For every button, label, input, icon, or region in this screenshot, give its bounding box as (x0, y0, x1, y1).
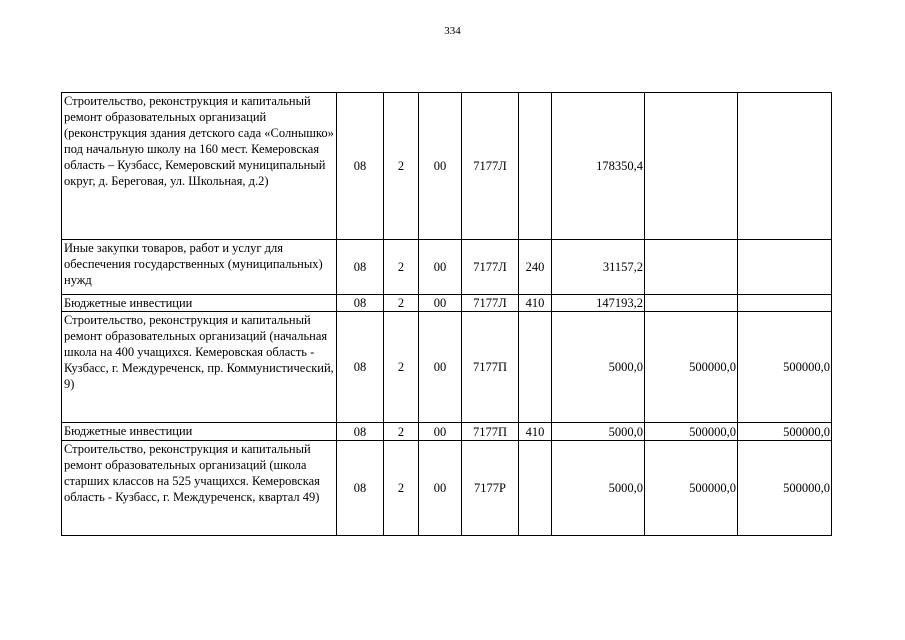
program-code: 2 (384, 441, 419, 536)
amount-year3: 500000,0 (738, 423, 832, 441)
program-code: 2 (384, 295, 419, 312)
program-code: 2 (384, 240, 419, 295)
budget-table (61, 92, 832, 536)
program-code: 2 (384, 93, 419, 240)
amount-year1: 5000,0 (552, 423, 645, 441)
program-code: 2 (384, 312, 419, 423)
amount-year3 (738, 93, 832, 240)
table-row (62, 423, 832, 441)
row-name: Иные закупки товаров, работ и услуг для обеспечения государственных (муниципальных) нужд (62, 240, 337, 295)
amount-year2 (645, 93, 738, 240)
article-code: 7177П (462, 423, 519, 441)
subprogram-code: 00 (419, 312, 462, 423)
amount-year1: 5000,0 (552, 312, 645, 423)
table-row (62, 295, 832, 312)
section-code: 08 (337, 423, 384, 441)
subprogram-code: 00 (419, 423, 462, 441)
subprogram-code: 00 (419, 295, 462, 312)
table-row (62, 240, 832, 295)
expense-type-code (519, 312, 552, 423)
section-code: 08 (337, 93, 384, 240)
section-code: 08 (337, 295, 384, 312)
amount-year3: 500000,0 (738, 441, 832, 536)
amount-year1: 147193,2 (552, 295, 645, 312)
subprogram-code: 00 (419, 240, 462, 295)
article-code: 7177Л (462, 93, 519, 240)
row-name: Бюджетные инвестиции (62, 423, 337, 441)
amount-year2 (645, 240, 738, 295)
amount-year2: 500000,0 (645, 423, 738, 441)
subprogram-code: 00 (419, 441, 462, 536)
table-row (62, 441, 832, 536)
expense-type-code: 410 (519, 295, 552, 312)
amount-year2: 500000,0 (645, 312, 738, 423)
expense-type-code: 240 (519, 240, 552, 295)
amount-year2 (645, 295, 738, 312)
article-code: 7177П (462, 312, 519, 423)
subprogram-code: 00 (419, 93, 462, 240)
article-code: 7177Р (462, 441, 519, 536)
row-name: Строительство, реконструкция и капитальный ремонт образовательных организаций (реконструкция здания детского сада «Солнышко» под начальную школу на 160 мест. Кемеровская область – Кузбасс, Кемеровский муниципальный округ, д. Береговая, ул. Школьная, д.2) (62, 93, 337, 240)
amount-year1: 31157,2 (552, 240, 645, 295)
amount-year3 (738, 240, 832, 295)
program-code: 2 (384, 423, 419, 441)
expense-type-code: 410 (519, 423, 552, 441)
amount-year1: 5000,0 (552, 441, 645, 536)
amount-year2: 500000,0 (645, 441, 738, 536)
row-name: Строительство, реконструкция и капитальный ремонт образовательных организаций (начальная школа на 400 учащихся. Кемеровская область - Кузбасс, г. Междуреченск, пр. Коммунистический, 9) (62, 312, 337, 423)
amount-year3: 500000,0 (738, 312, 832, 423)
amount-year3 (738, 295, 832, 312)
article-code: 7177Л (462, 240, 519, 295)
expense-type-code (519, 441, 552, 536)
section-code: 08 (337, 312, 384, 423)
section-code: 08 (337, 441, 384, 536)
row-name: Строительство, реконструкция и капитальный ремонт образовательных организаций (школа старших классов на 525 учащихся. Кемеровская область - Кузбасс, г. Междуреченск, квартал 49) (62, 441, 337, 536)
article-code: 7177Л (462, 295, 519, 312)
table-row (62, 93, 832, 240)
page-number: 334 (444, 25, 461, 37)
amount-year1: 178350,4 (552, 93, 645, 240)
expense-type-code (519, 93, 552, 240)
section-code: 08 (337, 240, 384, 295)
row-name: Бюджетные инвестиции (62, 295, 337, 312)
table-row (62, 312, 832, 423)
